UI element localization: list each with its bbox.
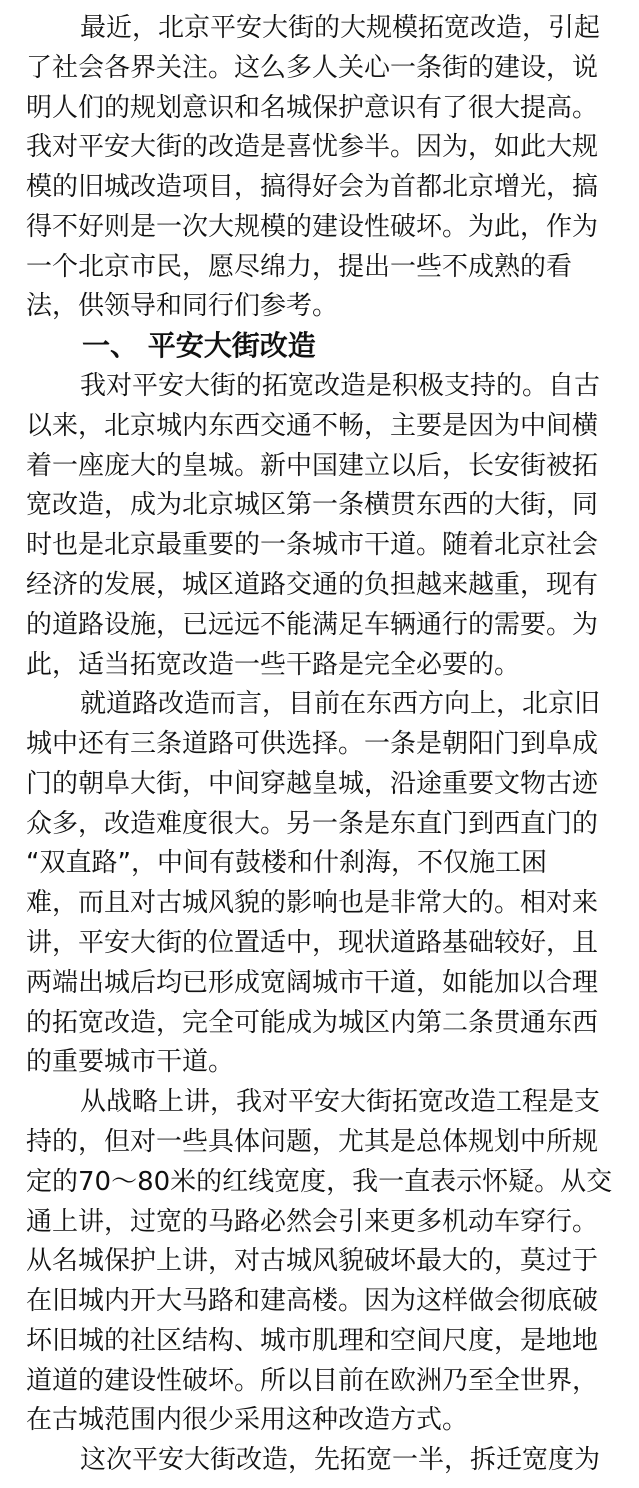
- paragraph-1-line-2: 了社会各界关注。这么多人关心一条街的建设，说: [26, 53, 599, 83]
- paragraph-3-line-9: 的拓宽改造，完全可能成为城区内第二条贯通东西: [26, 1008, 599, 1038]
- paragraph-4-line-4: 通上讲，过宽的马路必然会引来更多机动车穿行。: [26, 1207, 599, 1237]
- paragraph-2-line-7: 的道路设施，已远远不能满足车辆通行的需要。为: [26, 610, 599, 640]
- paragraph-2-line-1: 我对平安大街的拓宽改造是积极支持的。自古: [80, 371, 601, 401]
- paragraph-2-line-3: 着一座庞大的皇城。新中国建立以后，长安街被拓: [26, 451, 599, 481]
- paragraph-2-line-4: 宽改造，成为北京城区第一条横贯东西的大街，同: [26, 490, 599, 520]
- paragraph-3-line-1: 就道路改造而言，目前在东西方向上，北京旧: [80, 689, 601, 719]
- paragraph-1-line-3: 明人们的规划意识和名城保护意识有了很大提高。: [26, 93, 599, 123]
- paragraph-1-line-8: 法，供领导和同行们参考。: [26, 291, 339, 321]
- paragraph-2-line-6: 经济的发展，城区道路交通的负担越来越重，现有: [26, 570, 599, 600]
- paragraph-3-line-5: “双直路”，中间有鼓楼和什刹海，不仅施工困: [26, 848, 547, 878]
- paragraph-3-line-8: 两端出城后均已形成宽阔城市干道，如能加以合理: [26, 968, 599, 998]
- paragraph-3-line-3: 门的朝阜大街，中间穿越皇城，沿途重要文物古迹: [26, 769, 599, 799]
- paragraph-3-line-2: 城中还有三条道路可供选择。一条是朝阳门到阜成: [26, 729, 599, 759]
- paragraph-3-line-7: 讲，平安大街的位置适中，现状道路基础较好，且: [26, 928, 599, 958]
- paragraph-4-line-1: 从战略上讲，我对平安大街拓宽改造工程是支: [80, 1087, 601, 1117]
- paragraph-1-line-1: 最近，北京平安大街的大规模拓宽改造，引起: [80, 13, 601, 43]
- paragraph-4-line-8: 道道的建设性破坏。所以目前在欧洲乃至全世界，: [26, 1366, 599, 1396]
- paragraph-2-line-5: 时也是北京最重要的一条城市干道。随着北京社会: [26, 530, 599, 560]
- paragraph-3-line-6: 难，而且对古城风貌的影响也是非常大的。相对来: [26, 888, 599, 918]
- paragraph-4-line-7: 坏旧城的社区结构、城市肌理和空间尺度，是地地: [26, 1326, 599, 1356]
- paragraph-4-line-3: 定的70～80米的红线宽度，我一直表示怀疑。从交: [26, 1167, 613, 1197]
- paragraph-3-line-4: 众多，改造难度很大。另一条是东直门到西直门的: [26, 809, 599, 839]
- paragraph-1-line-4: 我对平安大街的改造是喜忧参半。因为，如此大规: [26, 132, 599, 162]
- paragraph-2-line-8: 此，适当拓宽改造一些干路是完全必要的。: [26, 650, 521, 680]
- paragraph-5-line-1: 这次平安大街改造，先拓宽一半，拆迁宽度为: [80, 1445, 601, 1475]
- paragraph-1-line-6: 得不好则是一次大规模的建设性破坏。为此，作为: [26, 212, 599, 242]
- paragraph-4-line-6: 在旧城内开大马路和建高楼。因为这样做会彻底破: [26, 1286, 599, 1316]
- paragraph-2-line-2: 以来，北京城内东西交通不畅，主要是因为中间横: [26, 411, 599, 441]
- section-heading: 一、 平安大街改造: [82, 329, 316, 362]
- paragraph-1-line-5: 模的旧城改造项目，搞得好会为首都北京增光，搞: [26, 172, 599, 202]
- paragraph-4-line-2: 持的，但对一些具体问题，尤其是总体规划中所规: [26, 1127, 599, 1157]
- paragraph-4-line-5: 从名城保护上讲，对古城风貌破坏最大的，莫过于: [26, 1246, 599, 1276]
- paragraph-1-line-7: 一个北京市民，愿尽绵力，提出一些不成熟的看: [26, 252, 573, 282]
- paragraph-3-line-10: 的重要城市干道。: [26, 1047, 235, 1077]
- paragraph-4-line-9: 在古城范围内很少采用这种改造方式。: [26, 1405, 469, 1435]
